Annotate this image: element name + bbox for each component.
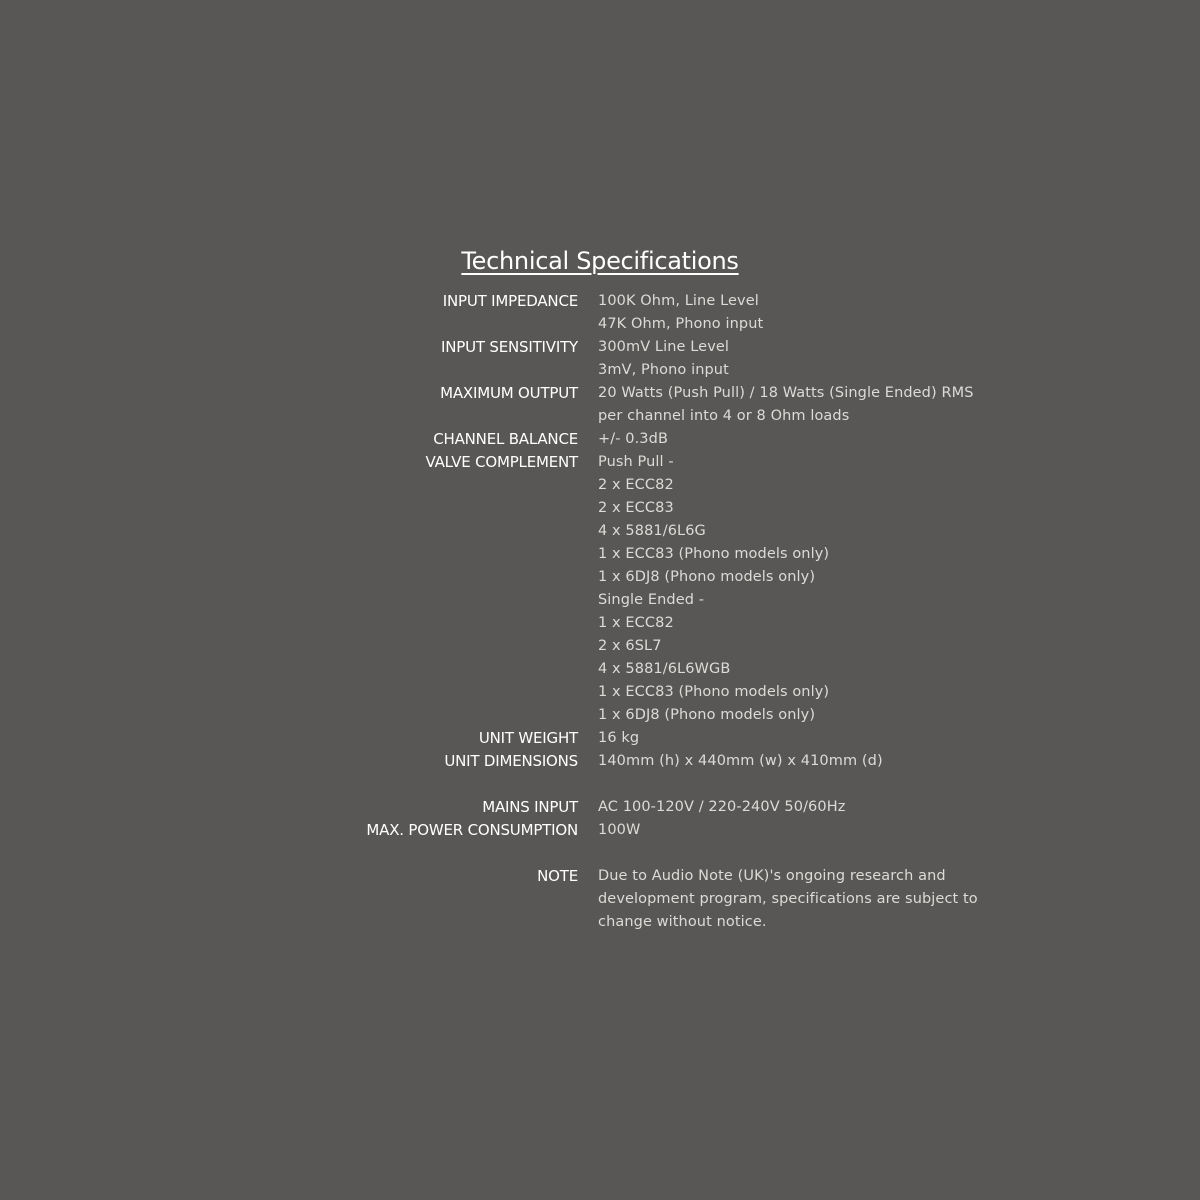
spec-value-line: development program, specifications are subject to — [598, 891, 978, 907]
spec-value-line: 140mm (h) x 440mm (w) x 410mm (d) — [598, 753, 883, 769]
spec-value-line: 1 x ECC83 (Phono models only) — [598, 684, 830, 700]
spec-values — [598, 428, 968, 451]
spec-label: MAINS INPUT — [482, 798, 578, 816]
spec-value-line: 100K Ohm, Line Level — [598, 293, 759, 309]
spec-values — [598, 727, 968, 750]
spec-value-line: 16 kg — [598, 730, 640, 746]
spec-value-line: 1 x ECC82 — [598, 615, 674, 631]
spec-values — [598, 796, 968, 819]
spec-label: NOTE — [537, 867, 578, 885]
spec-value-line: Push Pull - — [598, 454, 674, 470]
spec-row — [0, 727, 1200, 750]
spec-row — [0, 451, 1200, 727]
spec-value-line: 1 x 6DJ8 (Phono models only) — [598, 569, 816, 585]
spec-label: INPUT SENSITIVITY — [441, 338, 578, 356]
spec-label: CHANNEL BALANCE — [433, 430, 578, 448]
spec-value-line: 4 x 5881/6L6G — [598, 523, 706, 539]
spec-value-line: 2 x ECC82 — [598, 477, 674, 493]
spec-value-line: 1 x ECC83 (Phono models only) — [598, 546, 830, 562]
spec-value-line: 2 x ECC83 — [598, 500, 674, 516]
spec-value-line: 47K Ohm, Phono input — [598, 316, 764, 332]
spec-value-line: 4 x 5881/6L6WGB — [598, 661, 731, 677]
spec-row — [0, 865, 1200, 934]
spec-values — [598, 382, 974, 428]
spec-values — [598, 865, 978, 934]
page-title: Technical Specifications — [461, 247, 739, 275]
spec-value-line: 3mV, Phono input — [598, 362, 729, 378]
spec-value-line: change without notice. — [598, 914, 767, 930]
spec-row — [0, 382, 1200, 428]
spec-value-line: 1 x 6DJ8 (Phono models only) — [598, 707, 816, 723]
spec-label: INPUT IMPEDANCE — [442, 292, 578, 310]
spec-row — [0, 750, 1200, 773]
spec-value-line: AC 100-120V / 220-240V 50/60Hz — [598, 799, 846, 815]
spec-table — [0, 290, 1200, 934]
spec-values — [598, 750, 968, 773]
spec-label: MAX. POWER CONSUMPTION — [366, 821, 578, 839]
spec-label: MAXIMUM OUTPUT — [440, 384, 578, 402]
spec-value-line: Single Ended - — [598, 592, 705, 608]
group-spacer — [0, 773, 1200, 796]
spec-row — [0, 336, 1200, 382]
spec-value-line: 100W — [598, 822, 641, 838]
spec-label: UNIT DIMENSIONS — [444, 752, 578, 770]
spec-values — [598, 451, 968, 727]
spec-value-line: 2 x 6SL7 — [598, 638, 662, 654]
spec-row — [0, 819, 1200, 842]
spec-value-line: 20 Watts (Push Pull) / 18 Watts (Single Ended) RMS — [598, 385, 974, 401]
spec-label: VALVE COMPLEMENT — [425, 453, 578, 471]
spec-value-line: Due to Audio Note (UK)'s ongoing research and — [598, 868, 946, 884]
group-spacer — [0, 842, 1200, 865]
spec-values — [598, 819, 968, 842]
spec-values — [598, 290, 968, 336]
spec-row — [0, 796, 1200, 819]
spec-row — [0, 290, 1200, 336]
spec-value-line: +/- 0.3dB — [598, 431, 668, 447]
spec-value-line: 300mV Line Level — [598, 339, 730, 355]
spec-values — [598, 336, 968, 382]
spec-label: UNIT WEIGHT — [478, 729, 578, 747]
spec-value-line: per channel into 4 or 8 Ohm loads — [598, 408, 850, 424]
spec-row — [0, 428, 1200, 451]
